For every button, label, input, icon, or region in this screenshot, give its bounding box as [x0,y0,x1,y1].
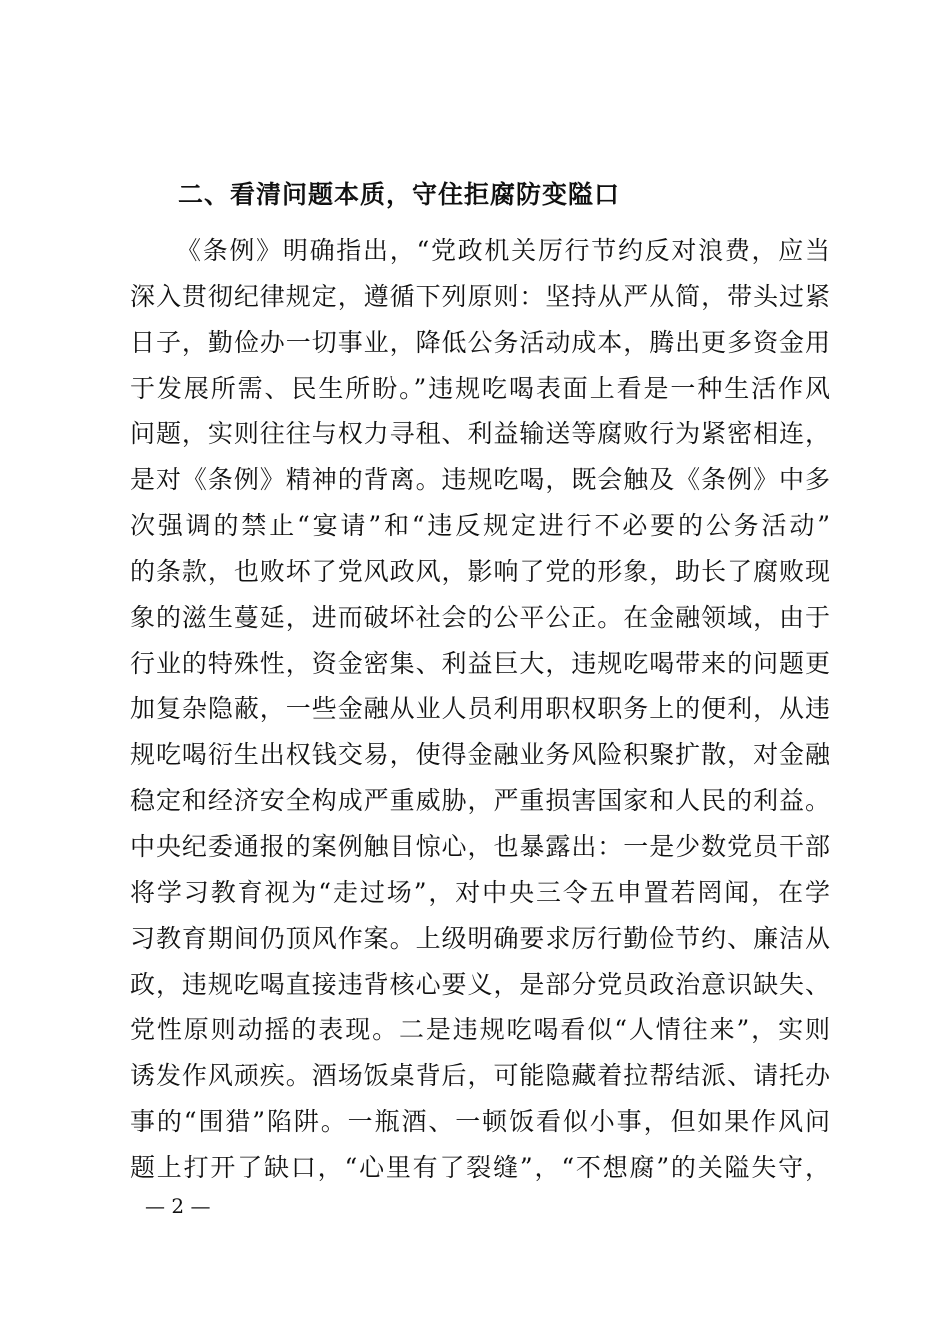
section-heading: 二、看清问题本质，守住拒腐防变隘口 [178,180,621,209]
text-line: 稳定和经济安全构成严重威胁，严重损害国家和人民的利益。 [130,786,830,816]
text-line: 诱发作风顽疾。酒场饭桌背后，可能隐藏着拉帮结派、请托办 [130,1061,830,1091]
body-paragraph [130,228,830,1191]
text-line: 政，违规吃喝直接违背核心要义，是部分党员政治意识缺失、 [130,969,830,999]
text-line: 于发展所需、民生所盼。”违规吃喝表面上看是一种生活作风 [130,373,830,403]
text-line: 行业的特殊性，资金密集、利益巨大，违规吃喝带来的问题更 [130,648,830,678]
text-line: 日子，勤俭办一切事业，降低公务活动成本，腾出更多资金用 [130,327,830,357]
text-line: 题上打开了缺口，“心里有了裂缝”，“不想腐”的关隘失守， [130,1152,830,1182]
text-line: 深入贯彻纪律规定，遵循下列原则：坚持从严从简，带头过紧 [130,281,830,311]
text-line: 次强调的禁止“宴请”和“违反规定进行不必要的公务活动” [130,511,830,541]
text-line: 习教育期间仍顶风作案。上级明确要求厉行勤俭节约、廉洁从 [130,923,830,953]
text-line: 《条例》明确指出，“党政机关厉行节约反对浪费，应当 [176,236,830,265]
text-line: 问题，实则往往与权力寻租、利益输送等腐败行为紧密相连， [130,419,830,449]
text-line: 象的滋生蔓延，进而破坏社会的公平公正。在金融领域，由于 [130,602,830,632]
page-number: — 2 — [145,1194,211,1218]
text-line: 是对《条例》精神的背离。违规吃喝，既会触及《条例》中多 [130,465,830,495]
text-line: 事的“围猎”陷阱。一瓶酒、一顿饭看似小事，但如果作风问 [130,1107,830,1137]
text-line: 加复杂隐蔽，一些金融从业人员利用职权职务上的便利，从违 [130,694,830,724]
text-line: 将学习教育视为“走过场”，对中央三令五申置若罔闻，在学 [130,877,830,907]
text-line: 党性原则动摇的表现。二是违规吃喝看似“人情往来”，实则 [130,1015,830,1045]
text-line: 中央纪委通报的案例触目惊心，也暴露出：一是少数党员干部 [130,831,830,861]
text-line: 的条款，也败坏了党风政风，影响了党的形象，助长了腐败现 [130,556,830,586]
text-line: 规吃喝衍生出权钱交易，使得金融业务风险积聚扩散，对金融 [130,740,830,770]
